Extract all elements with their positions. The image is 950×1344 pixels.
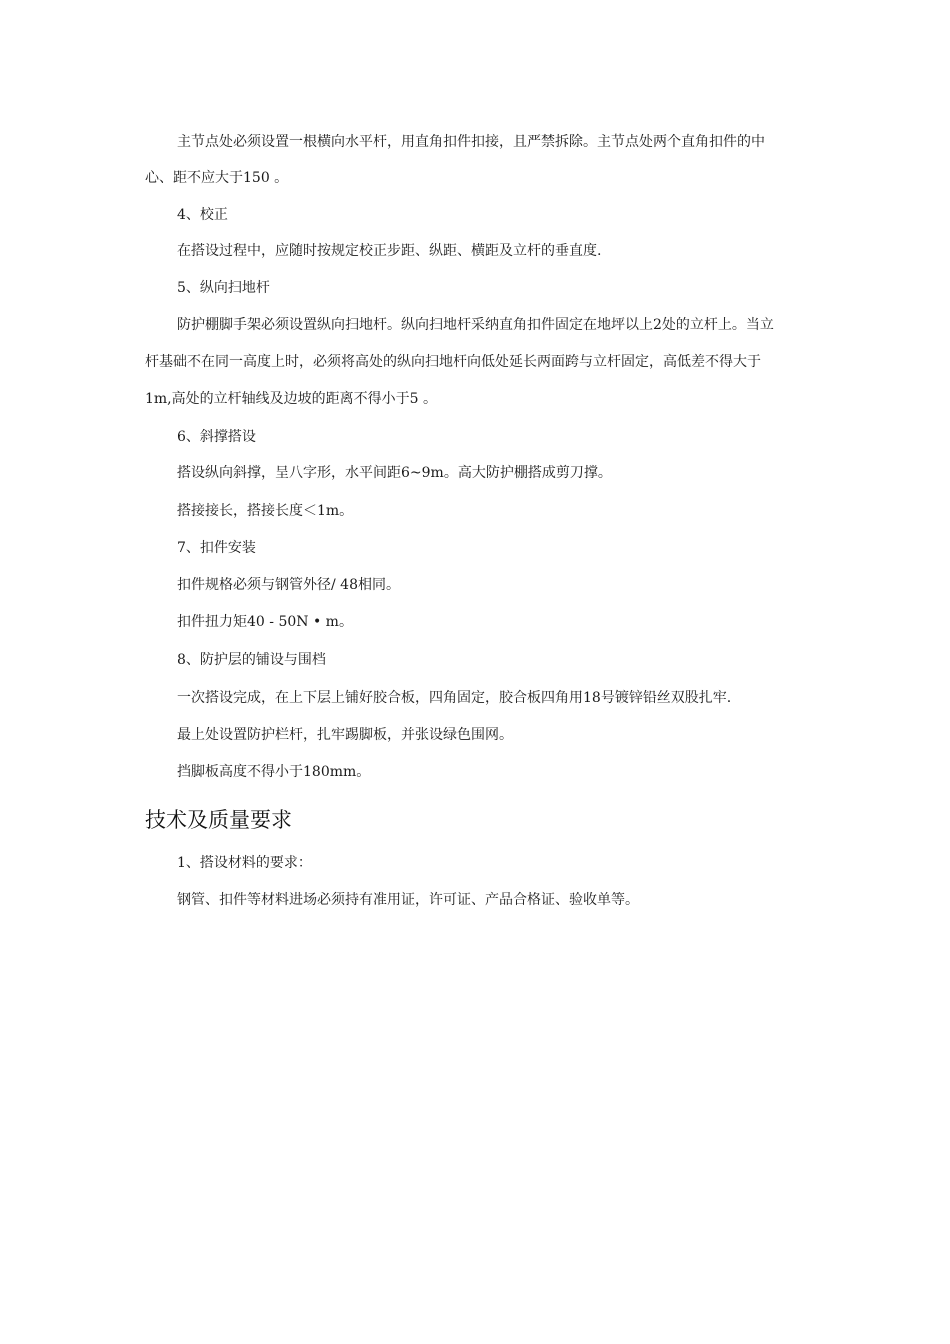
paragraph-main-node-line2: 心、距不应大于150 。 (145, 170, 289, 186)
item-heading-8: 8、防护层的铺设与围档 (177, 652, 326, 668)
paragraph-sweep-rod-line2: 杆基础不在同一高度上时，必须将高处的纵向扫地杆向低处延长两面跨与立杆固定，高低差不得大于 (145, 354, 761, 370)
item-heading-4: 4、校正 (177, 207, 228, 223)
paragraph-diagonal-brace: 搭设纵向斜撑，呈八字形，水平间距6~9m。高大防护棚搭成剪刀撑。 (177, 465, 612, 481)
paragraph-fastener-spec: 扣件规格必须与钢管外径/ 48相同。 (177, 577, 400, 593)
section-item-1: 1、搭设材料的要求： (177, 855, 312, 871)
paragraph-lap-length: 搭接接长，搭接长度＜1m。 (177, 503, 354, 519)
paragraph-toe-board: 挡脚板高度不得小于180mm。 (177, 764, 371, 780)
paragraph-guardrail: 最上处设置防护栏杆，扎牢踢脚板，并张设绿色围网。 (177, 727, 513, 743)
item-heading-5: 5、纵向扫地杆 (177, 280, 270, 296)
item-heading-7: 7、扣件安装 (177, 540, 256, 556)
section-title: 技术及质量要求 (145, 808, 292, 832)
item-heading-6: 6、斜撑搭设 (177, 429, 256, 445)
paragraph-correction: 在搭设过程中，应随时按规定校正步距、纵距、横距及立杆的垂直度. (177, 243, 602, 259)
paragraph-fastener-torque: 扣件扭力矩40 - 50N • m。 (177, 614, 353, 630)
paragraph-sweep-rod-line1: 防护棚脚手架必须设置纵向扫地杆。纵向扫地杆采纳直角扣件固定在地坪以上2处的立杆上。当立 (177, 317, 774, 333)
section-item-1-text: 钢管、扣件等材料进场必须持有准用证，许可证、产品合格证、验收单等。 (177, 892, 639, 908)
paragraph-sweep-rod-line3: 1m,高处的立杆轴线及边坡的距离不得小于5 。 (145, 391, 437, 407)
paragraph-plywood: 一次搭设完成，在上下层上铺好胶合板，四角固定，胶合板四角用18号镀锌铅丝双股扎牢. (177, 690, 732, 706)
paragraph-main-node-line1: 主节点处必须设置一根横向水平杆，用直角扣件扣接，且严禁拆除。主节点处两个直角扣件的中 (177, 134, 765, 150)
